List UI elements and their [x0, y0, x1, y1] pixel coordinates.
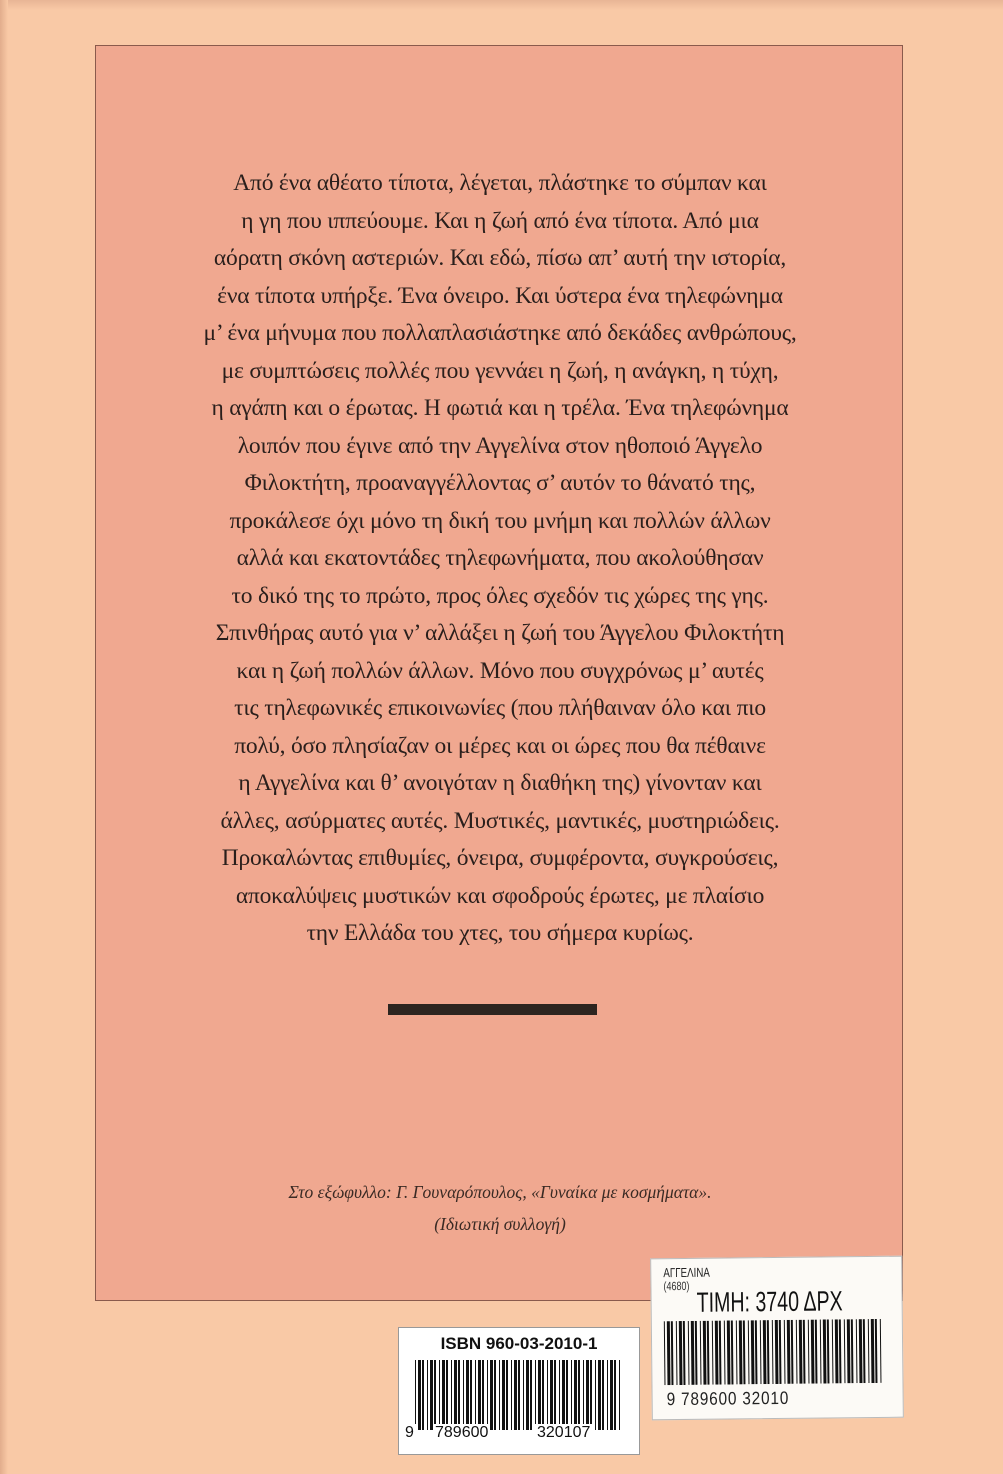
blurb-line: η αγάπη και ο έρωτας. Η φωτιά και η τρέλα. Ένα τηλεφώνημα — [211, 395, 789, 421]
barcode-bar — [482, 1360, 484, 1430]
barcode-bar — [454, 1360, 457, 1430]
barcode-bar — [820, 1320, 822, 1384]
barcode-bar — [731, 1320, 734, 1384]
barcode-bar — [478, 1360, 481, 1430]
barcode-bar — [422, 1360, 424, 1430]
barcode-bar — [463, 1360, 464, 1430]
blurb-line: αόρατη σκόνη αστεριών. Και εδώ, πίσω απ’ αυτή την ιστορία, — [213, 245, 787, 271]
barcode-bar — [760, 1320, 762, 1384]
barcode-bar — [523, 1360, 524, 1430]
barcode-bar — [434, 1360, 436, 1430]
barcode-bar — [526, 1360, 529, 1430]
barcode-bar — [535, 1360, 536, 1430]
barcode-bar — [799, 1320, 803, 1384]
barcode-bar — [679, 1321, 683, 1385]
barcode-bar — [664, 1321, 666, 1385]
barcode-bar — [775, 1320, 779, 1384]
barcode-bar — [755, 1320, 758, 1384]
barcode-bar — [518, 1360, 520, 1430]
barcode-bar — [547, 1360, 548, 1430]
barcode-bar — [571, 1360, 572, 1430]
barcode-bar — [578, 1360, 580, 1430]
barcode-bar — [475, 1360, 476, 1430]
barcode-bar — [772, 1320, 774, 1384]
sticker-title: ΑΓΓΕΛΙΝΑ — [663, 1264, 710, 1281]
blurb-line: με συμπτώσεις πολλές που γεννάει η ζωή, η ανάγκη, η τύχη, — [221, 357, 779, 384]
barcode-bar — [787, 1320, 791, 1384]
barcode-bar — [835, 1319, 839, 1383]
barcode-bar — [712, 1321, 714, 1385]
barcode-bar — [880, 1319, 882, 1383]
barcode-bar — [839, 1319, 842, 1383]
barcode-bar — [514, 1360, 517, 1430]
barcode-bar — [724, 1321, 726, 1385]
barcode-bar — [875, 1319, 878, 1383]
barcode-bar — [739, 1320, 743, 1384]
barcode-bar — [727, 1320, 731, 1384]
barcode-bar — [602, 1360, 604, 1430]
barcode-bar — [832, 1319, 834, 1383]
sticker-price: ΤΙΜΗ: 3740 ΔΡΧ — [696, 1285, 843, 1318]
barcode-bar — [815, 1320, 818, 1384]
barcode-bar — [494, 1360, 496, 1430]
barcode-bar — [530, 1360, 532, 1430]
blurb-line: Προκαλώντας επιθυμίες, όνειρα, συμφέροντα, συγκρούσεις, — [221, 845, 779, 871]
barcode-bar — [671, 1321, 674, 1385]
barcode-bar — [487, 1360, 488, 1430]
blurb-line: η γη που ιππεύουμε. Και η ζωή από ένα τίποτα. Από μια — [241, 207, 759, 234]
barcode-bar — [695, 1321, 698, 1385]
barcode-bar — [538, 1360, 541, 1430]
barcode-bar — [595, 1360, 596, 1430]
sticker-barcode — [662, 1319, 888, 1385]
blurb-line: λοιπόν που έγινε από την Αγγελίνα στον ηθοποιό Άγγελο — [237, 432, 763, 459]
barcode-bar — [502, 1360, 505, 1430]
price-sticker — [650, 1256, 904, 1421]
barcode-bar — [796, 1320, 798, 1384]
barcode-bar — [784, 1320, 786, 1384]
barcode-bar — [863, 1319, 866, 1383]
barcode-bar — [418, 1360, 421, 1430]
cover-edge-left — [0, 0, 8, 1474]
blurb-line: την Ελλάδα του χτες, του σήμερα κυρίως. — [306, 920, 694, 946]
isbn-label: ISBN 960-03-2010-1 — [440, 1334, 598, 1353]
blurb-line: Σπινθήρας αυτό για ν’ αλλάξει η ζωή του Άγγελου Φιλοκτήτη — [215, 620, 785, 646]
barcode-bar — [415, 1360, 416, 1430]
barcode-bar — [439, 1360, 440, 1430]
isbn-digit-lead: 9 — [405, 1424, 414, 1441]
cover-credit — [105, 1176, 895, 1240]
barcode-bar — [767, 1320, 770, 1384]
barcode-bar — [451, 1360, 452, 1430]
blurb-line: προκάλεσε όχι μόνο τη δική του μνήμη και πολλών άλλων — [229, 507, 771, 534]
cover-credit-collection: (Ιδιωτική συλλογή) — [434, 1214, 566, 1234]
barcode-bar — [688, 1321, 690, 1385]
barcode-bar — [598, 1360, 601, 1430]
isbn-barcode — [413, 1360, 625, 1430]
barcode-bar — [823, 1319, 827, 1383]
cover-edge-top — [0, 0, 1003, 10]
barcode-bar — [715, 1321, 719, 1385]
barcode-bar — [470, 1360, 472, 1430]
isbn-digit-group1: 789600 — [435, 1424, 489, 1441]
barcode-bar — [719, 1321, 722, 1385]
barcode-bar — [751, 1320, 755, 1384]
barcode-bar — [847, 1319, 851, 1383]
blurb-text — [105, 165, 895, 953]
barcode-bar — [499, 1360, 500, 1430]
barcode-bar — [703, 1321, 707, 1385]
barcode-bar — [427, 1360, 428, 1430]
barcode-bar — [559, 1360, 560, 1430]
blurb-line: και η ζωή πολλών άλλων. Μόνο που συγχρόνως μ’ αυτές — [236, 657, 764, 684]
barcode-bar — [506, 1360, 508, 1430]
blurb-line: η Αγγελίνα και θ’ ανοιγόταν η διαθήκη της) γίνονταν και — [238, 770, 762, 796]
isbn-digit-group2: 320107 — [537, 1424, 591, 1441]
barcode-bar — [442, 1360, 445, 1430]
barcode-bar — [574, 1360, 577, 1430]
barcode-bar — [619, 1360, 620, 1430]
barcode-bar — [586, 1360, 589, 1430]
barcode-bar — [610, 1360, 613, 1430]
barcode-bar — [859, 1319, 863, 1383]
barcode-bar — [542, 1360, 544, 1430]
barcode-bar — [779, 1320, 782, 1384]
blurb-line: Φιλοκτήτη, προαναγγέλλοντας σ’ αυτόν το θάνατό της, — [244, 470, 756, 496]
barcode-bar — [763, 1320, 767, 1384]
blurb-line: αποκαλύψεις μυστικών και σφοδρούς έρωτες, με πλαίσιο — [235, 882, 765, 909]
blurb-line: το δικό της το πρώτο, προς όλες σχεδόν τις χώρες της γης. — [231, 582, 769, 609]
barcode-bar — [614, 1360, 616, 1430]
barcode-bar — [446, 1360, 448, 1430]
blurb-line: Από ένα αθέατο τίποτα, λέγεται, πλάστηκε το σύμπαν και — [233, 170, 767, 196]
blurb-line: ένα τίποτα υπήρξε. Ένα όνειρο. Και ύστερα ένα τηλεφώνημα — [217, 282, 783, 309]
barcode-bar — [562, 1360, 565, 1430]
barcode-bar — [856, 1319, 858, 1383]
isbn-barcode-box — [398, 1327, 640, 1455]
sticker-barcode-digits: 9 789600 32010 — [666, 1387, 790, 1410]
barcode-bar — [748, 1320, 750, 1384]
barcode-bar — [736, 1320, 738, 1384]
blurb-line: αλλά και εκατοντάδες τηλεφωνήματα, που ακολούθησαν — [236, 545, 764, 571]
barcode-bar — [550, 1360, 553, 1430]
barcode-bar — [676, 1321, 678, 1385]
barcode-bar — [868, 1319, 870, 1383]
barcode-bar — [811, 1320, 815, 1384]
barcode-bar — [490, 1360, 493, 1430]
barcode-bar — [566, 1360, 568, 1430]
barcode-bar — [871, 1319, 875, 1383]
barcode-bar — [607, 1360, 608, 1430]
barcode-bar — [707, 1321, 710, 1385]
barcode-bar — [691, 1321, 695, 1385]
barcode-bar — [458, 1360, 460, 1430]
decorative-rule — [388, 1004, 597, 1015]
blurb-line: τις τηλεφωνικές επικοινωνίες (που πλήθαιναν όλο και πιο — [234, 695, 766, 721]
barcode-bar — [583, 1360, 584, 1430]
barcode-bar — [554, 1360, 556, 1430]
sticker-code: (4680) — [663, 1278, 690, 1294]
barcode-bar — [590, 1360, 592, 1430]
barcode-bar — [700, 1321, 702, 1385]
barcode-bar — [808, 1320, 810, 1384]
barcode-bar — [827, 1319, 830, 1383]
blurb-line: άλλες, ασύρματες αυτές. Μυστικές, μαντικές, μυστηριώδεις. — [220, 807, 780, 834]
barcode-bar — [683, 1321, 686, 1385]
cover-credit-line: Στο εξώφυλλο: Γ. Γουναρόπουλος, «Γυναίκα με κοσμήματα». — [288, 1182, 712, 1202]
blurb-line: μ’ ένα μήνυμα που πολλαπλασιάστηκε από δεκάδες ανθρώπους, — [203, 320, 797, 346]
barcode-bar — [466, 1360, 469, 1430]
barcode-bar — [430, 1360, 433, 1430]
barcode-bar — [803, 1320, 806, 1384]
barcode-bar — [791, 1320, 794, 1384]
barcode-bar — [851, 1319, 854, 1383]
barcode-bar — [743, 1320, 746, 1384]
barcode-bar — [844, 1319, 846, 1383]
barcode-bar — [667, 1321, 671, 1385]
blurb-line: πολύ, όσο πλησίαζαν οι μέρες και οι ώρες που θα πέθαινε — [234, 732, 766, 759]
barcode-bar — [511, 1360, 512, 1430]
